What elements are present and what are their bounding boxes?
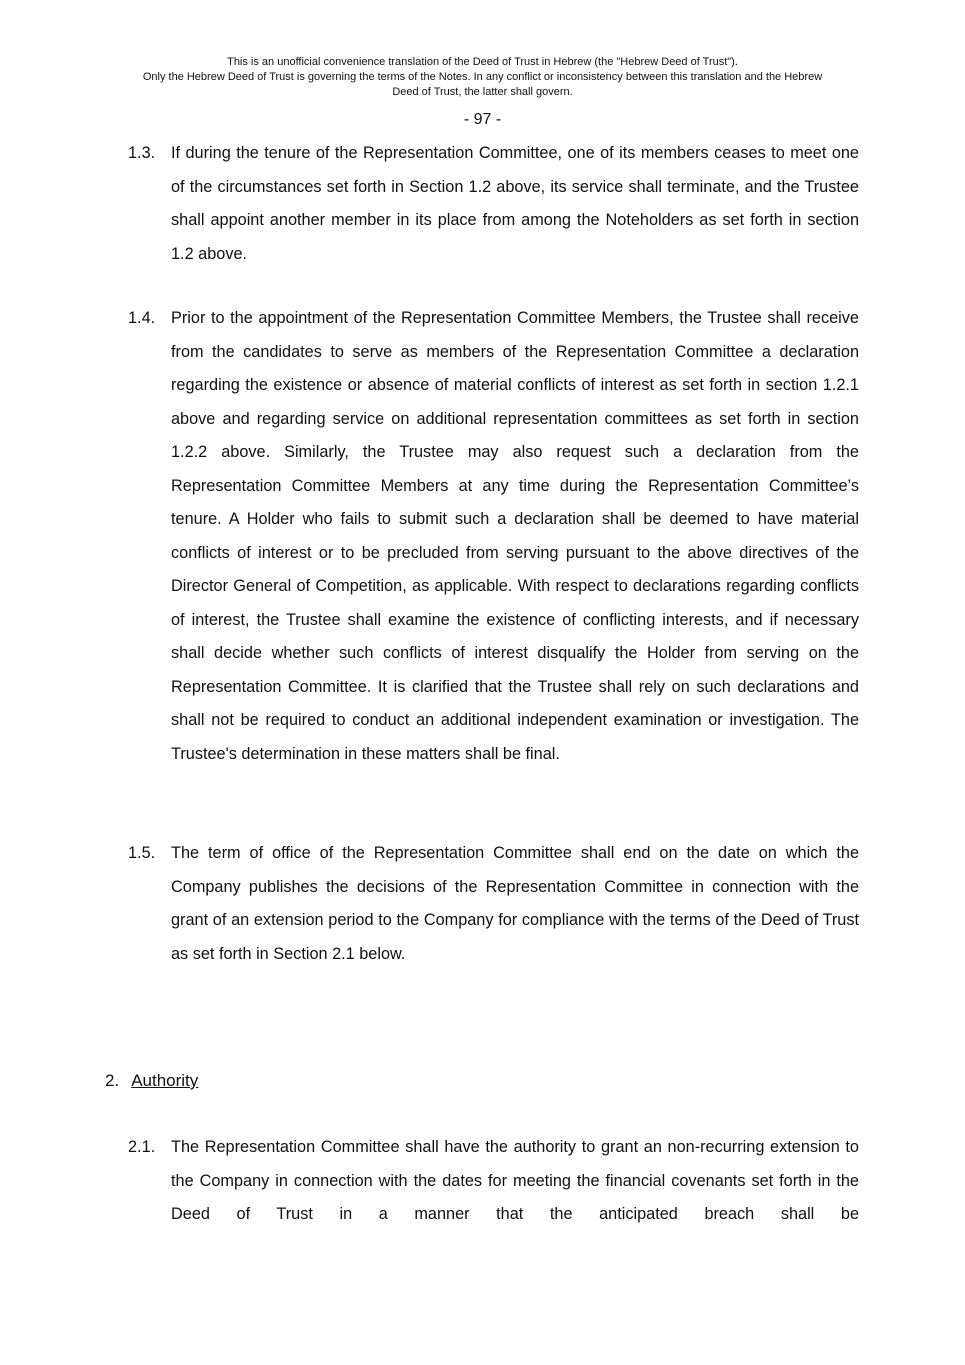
- header-line-1: This is an unofficial convenience translation of the Deed of Trust in Hebrew (the "Hebrew Deed of Trust").: [227, 56, 738, 68]
- paragraph-number: 2.1.: [128, 1138, 156, 1156]
- paragraph-text: The term of office of the Representation Committee shall end on the date on which the Company publishes the decisions of the Representation Committee in connection with the grant of an extension period to the Company for compliance with the terms of the Deed of Trust as set forth in Section 2.1 below.: [171, 844, 859, 963]
- header-line-3: Deed of Trust, the latter shall govern.: [392, 86, 573, 98]
- paragraph-2-1: [128, 1131, 859, 1232]
- header-line-2: Only the Hebrew Deed of Trust is governing the terms of the Notes. In any conflict or inconsistency between this translation and the Hebrew: [142, 71, 823, 83]
- document-header: [0, 55, 965, 100]
- paragraph-number: 1.5.: [128, 844, 156, 862]
- section-title: Authority: [131, 1071, 199, 1090]
- section-heading: [105, 1071, 198, 1091]
- paragraph-1-3: [128, 137, 859, 271]
- paragraph-1-5: [128, 837, 859, 971]
- paragraph-text: Prior to the appointment of the Representation Committee Members, the Trustee shall receive from the candidates to serve as members of the Representation Committee a declaration regarding the existence or absence of material conflicts of interest as set forth in section 1.2.1 above and regarding service on additional representation committees as set forth in section 1.2.2 above. Similarly, the Trustee may also request such a declaration from the Representation Committee Members at any time during the Representation Committee’s tenure. A Holder who fails to submit such a declaration shall be deemed to have material conflicts of interest or to be precluded from serving pursuant to the above directives of the Director General of Competition, as applicable. With respect to declarations regarding conflicts of interest, the Trustee shall examine the existence of conflicting interests, and if necessary shall decide whether such conflicts of interest disqualify the Holder from serving on the Representation Committee. It is clarified that the Trustee shall rely on such declarations and shall not be required to conduct an additional independent examination or investigation. The Trustee's determination in these matters shall be final.: [171, 309, 859, 763]
- page-number: - 97 -: [463, 111, 502, 128]
- paragraph-1-4: [128, 302, 859, 771]
- paragraph-text: If during the tenure of the Representation Committee, one of its members ceases to meet one of the circumstances set forth in Section 1.2 above, its service shall terminate, and the Trustee shall appoint another member in its place from among the Noteholders as set forth in section 1.2 above.: [171, 144, 859, 263]
- paragraph-number: 1.3.: [128, 144, 156, 162]
- paragraph-number: 1.4.: [128, 309, 156, 327]
- section-number: 2.: [105, 1071, 120, 1090]
- paragraph-text: The Representation Committee shall have the authority to grant an non-recurring extension to the Company in connection with the dates for meeting the financial covenants set forth in the Deed of Trust in a manner that the anticipated breach shall be: [171, 1138, 859, 1223]
